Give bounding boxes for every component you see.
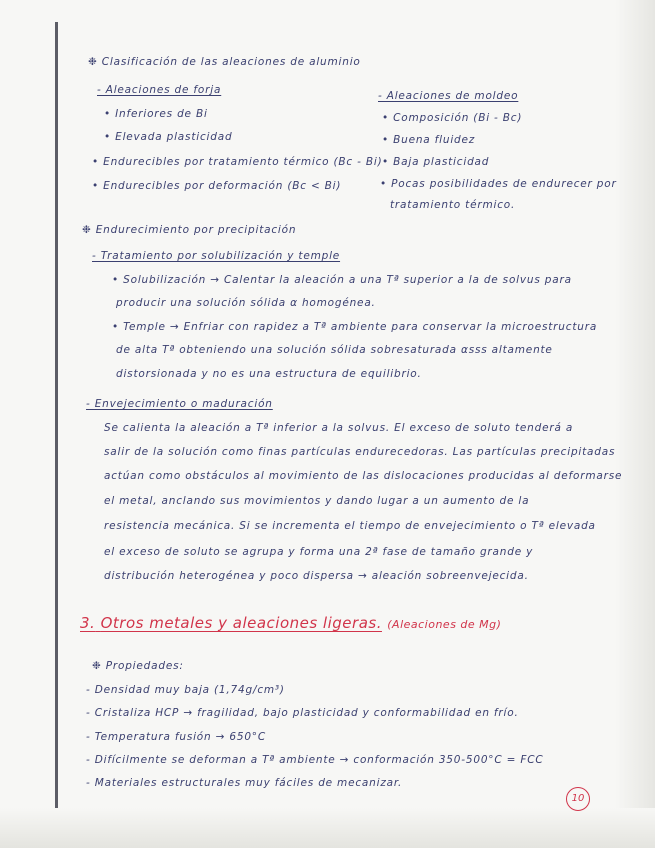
note-heading: - Aleaciones de moldeo <box>378 90 519 102</box>
note-line: distribución heterogénea y poco dispersa → aleación sobreenvejecida. <box>104 570 529 582</box>
note-line: • Composición (Bi - Bc) <box>382 112 523 124</box>
page-number: 10 <box>566 787 590 811</box>
note-line: salir de la solución como finas partículas endurecedoras. Las partículas precipitadas <box>104 446 616 458</box>
note-line: el exceso de soluto se agrupa y forma una 2ª fase de tamaño grande y <box>104 546 534 558</box>
note-line: actúan como obstáculos al movimiento de las dislocaciones producidas al deformarse <box>104 470 623 482</box>
note-line: resistencia mecánica. Si se incrementa el tiempo de envejecimiento o Tª elevada <box>104 520 596 532</box>
note-line: distorsionada y no es una estructura de equilibrio. <box>116 368 422 380</box>
note-line: - Densidad muy baja (1,74g/cm³) <box>86 684 285 696</box>
section-heading <box>80 614 501 632</box>
note-line: ❉ Clasificación de las aleaciones de aluminio <box>88 56 361 68</box>
note-line: producir una solución sólida α homogénea. <box>116 297 376 309</box>
note-line: ❉ Endurecimiento por precipitación <box>82 224 297 236</box>
note-line: • Temple → Enfriar con rapidez a Tª ambiente para conservar la microestructura <box>112 321 598 333</box>
note-line: • Elevada plasticidad <box>104 131 233 143</box>
note-line: el metal, anclando sus movimientos y dando lugar a un aumento de la <box>104 495 530 507</box>
note-line: • Pocas posibilidades de endurecer por <box>380 178 617 190</box>
note-line: - Temperatura fusión → 650°C <box>86 731 266 743</box>
note-line: • Inferiores de Bi <box>104 108 208 120</box>
page-bottom-shadow <box>0 808 655 848</box>
note-line: de alta Tª obteniendo una solución sólida sobresaturada αsss altamente <box>116 344 553 356</box>
section-number: 3. <box>80 614 96 632</box>
note-line: • Baja plasticidad <box>382 156 490 168</box>
note-line: - Cristaliza HCP → fragilidad, bajo plasticidad y conformabilidad en frío. <box>86 707 519 719</box>
note-heading: - Tratamiento por solubilización y temple <box>92 250 341 262</box>
note-heading: - Envejecimiento o maduración <box>86 398 273 410</box>
note-line: • Endurecibles por deformación (Bc < Bi) <box>92 180 342 192</box>
note-line: • Buena fluidez <box>382 134 476 146</box>
page-edge-shadow <box>615 0 655 848</box>
note-line: Se calienta la aleación a Tª inferior a la solvus. El exceso de soluto tenderá a <box>104 422 574 434</box>
note-line: • Endurecibles por tratamiento térmico (Bc - Bi) <box>92 156 383 168</box>
note-line: • Solubilización → Calentar la aleación a una Tª superior a la de solvus para <box>112 274 572 286</box>
note-line: - Difícilmente se deforman a Tª ambiente → conformación 350-500°C = FCC <box>86 754 544 766</box>
note-line: - Materiales estructurales muy fáciles de mecanizar. <box>86 777 403 789</box>
note-line: ❉ Propiedades: <box>92 660 184 672</box>
section-subtitle: (Aleaciones de Mg) <box>387 618 502 631</box>
margin-line <box>55 22 58 812</box>
section-title: Otros metales y aleaciones ligeras. <box>100 614 382 632</box>
note-heading: - Aleaciones de forja <box>97 84 222 96</box>
note-line: tratamiento térmico. <box>390 199 516 211</box>
